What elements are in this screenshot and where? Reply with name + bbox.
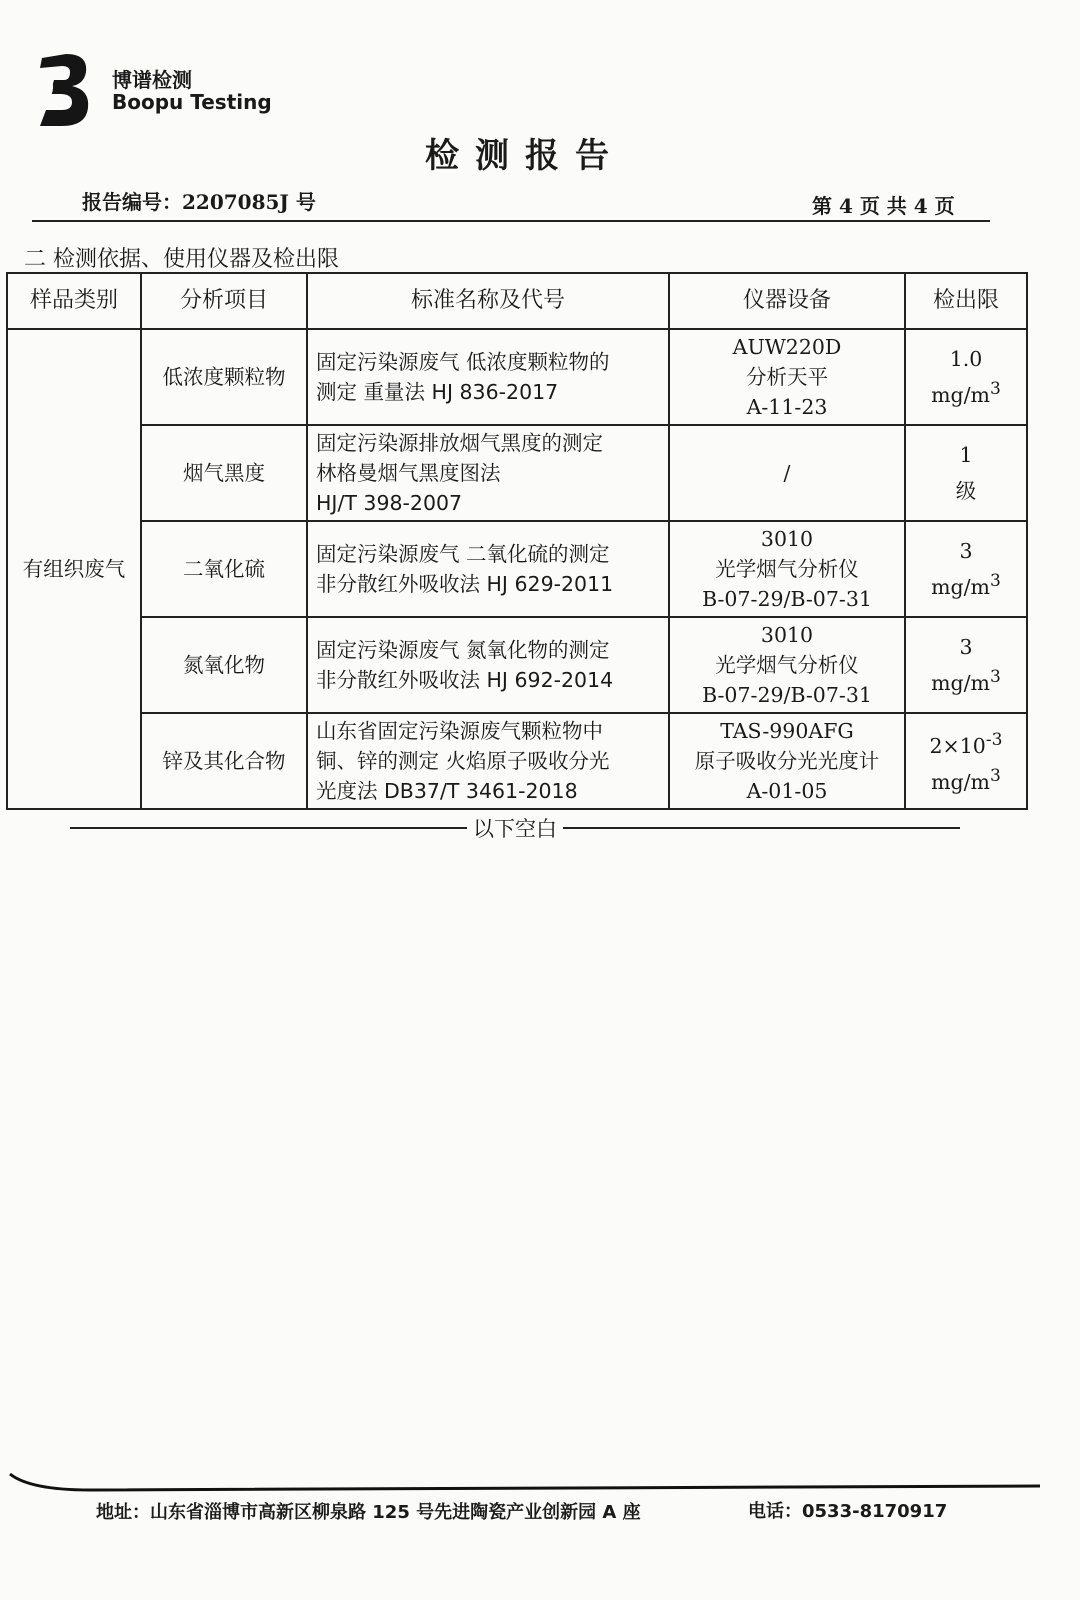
header-cell: 标准名称及代号	[307, 273, 669, 329]
instrument-line: 光学烟气分析仪	[715, 557, 859, 581]
instrument-cell	[669, 425, 905, 521]
standard-cell	[307, 425, 669, 521]
instrument-line: TAS-990AFG	[720, 719, 854, 743]
standard-line: 非分散红外吸收法 HJ 629-2011	[316, 572, 614, 596]
standard-cell	[307, 521, 669, 617]
analysis-item-cell: 锌及其化合物	[141, 713, 307, 809]
limit-value: $2\times 10^{-3}$	[929, 730, 1003, 758]
standard-cell	[307, 329, 669, 425]
standard-line: 固定污染源排放烟气黑度的测定	[316, 431, 603, 455]
brand-name-cn: 博谱检测	[112, 68, 192, 92]
instrument-line: A-01-05	[746, 779, 828, 803]
limit-value: 1	[959, 443, 973, 468]
table-row	[7, 521, 1027, 617]
instrument-cell	[669, 329, 905, 425]
instrument-line: 3010	[760, 527, 814, 551]
table-row	[7, 713, 1027, 809]
standard-line: 铜、锌的测定 火焰原子吸收分光	[316, 749, 610, 773]
standard-line: 测定 重量法 HJ 836-2017	[316, 380, 559, 404]
footer-curve	[0, 1468, 1080, 1498]
limit-unit: 级	[955, 478, 977, 503]
instrument-line: 3010	[760, 623, 814, 647]
analysis-item-cell: 氮氧化物	[141, 617, 307, 713]
standard-line: 固定污染源废气 二氧化硫的测定	[316, 542, 610, 566]
header-cell: 检出限	[905, 273, 1027, 329]
standard-line: HJ/T 398-2007	[316, 491, 463, 515]
header-cell: 样品类别	[7, 273, 141, 329]
limit-value: 3	[959, 635, 973, 660]
table-header-row	[7, 273, 1027, 329]
detection-limit-cell	[905, 329, 1027, 425]
table-row	[7, 425, 1027, 521]
method-instrument-table	[6, 272, 1028, 810]
standard-cell	[307, 713, 669, 809]
section-title: 二 检测依据、使用仪器及检出限	[24, 247, 339, 272]
limit-unit: $mg/m^3$	[931, 667, 1001, 695]
limit-value: 1.0	[949, 347, 983, 372]
instrument-line: B-07-29/B-07-31	[702, 587, 872, 611]
instrument-line: 光学烟气分析仪	[715, 653, 859, 677]
blank-note: 以下空白	[473, 817, 557, 841]
standard-line: 固定污染源废气 低浓度颗粒物的	[316, 350, 610, 374]
standard-line: 林格曼烟气黑度图法	[316, 461, 501, 485]
brand-name-en: Boopu Testing	[112, 90, 272, 114]
divider	[70, 827, 467, 829]
detection-limit-cell	[905, 713, 1027, 809]
boopu-logo-icon	[36, 50, 92, 128]
instrument-cell	[669, 617, 905, 713]
instrument-line: B-07-29/B-07-31	[702, 683, 872, 707]
limit-value: 3	[959, 539, 973, 564]
standard-line: 光度法 DB37/T 3461-2018	[316, 779, 578, 803]
analysis-item-cell: 低浓度颗粒物	[141, 329, 307, 425]
header-cell: 仪器设备	[669, 273, 905, 329]
analysis-item-cell: 二氧化硫	[141, 521, 307, 617]
limit-unit: $mg/m^3$	[931, 571, 1001, 599]
table-row	[7, 329, 1027, 425]
sample-category-cell: 有组织废气	[7, 329, 141, 809]
limit-unit: $mg/m^3$	[931, 766, 1001, 794]
footer-phone: 电话：0533-8170917	[748, 1501, 948, 1522]
analysis-item-cell: 烟气黑度	[141, 425, 307, 521]
detection-limit-cell	[905, 425, 1027, 521]
table-row	[7, 617, 1027, 713]
standard-line: 固定污染源废气 氮氧化物的测定	[316, 638, 610, 662]
instrument-line: A-11-23	[746, 395, 828, 419]
report-number: 报告编号：2207085J 号	[82, 190, 316, 214]
blank-below-marker	[70, 812, 960, 844]
instrument-line: 分析天平	[746, 365, 828, 389]
header-divider	[32, 220, 990, 222]
header-cell: 分析项目	[141, 273, 307, 329]
footer-address: 地址：山东省淄博市高新区柳泉路 125 号先进陶瓷产业创新园 A 座	[96, 1502, 641, 1523]
detection-limit-cell	[905, 521, 1027, 617]
instrument-line: 原子吸收分光光度计	[694, 749, 880, 773]
instrument-cell	[669, 713, 905, 809]
report-title: 检测报告	[425, 136, 625, 176]
instrument-cell	[669, 521, 905, 617]
instrument-line: AUW220D	[732, 335, 842, 359]
page-indicator: 第 4 页 共 4 页	[812, 194, 955, 218]
detection-limit-cell	[905, 617, 1027, 713]
limit-unit: $mg/m^3$	[931, 379, 1001, 407]
instrument-line: /	[783, 461, 791, 485]
divider	[563, 827, 960, 829]
standard-cell	[307, 617, 669, 713]
standard-line: 山东省固定污染源废气颗粒物中	[316, 719, 603, 743]
standard-line: 非分散红外吸收法 HJ 692-2014	[316, 668, 614, 692]
